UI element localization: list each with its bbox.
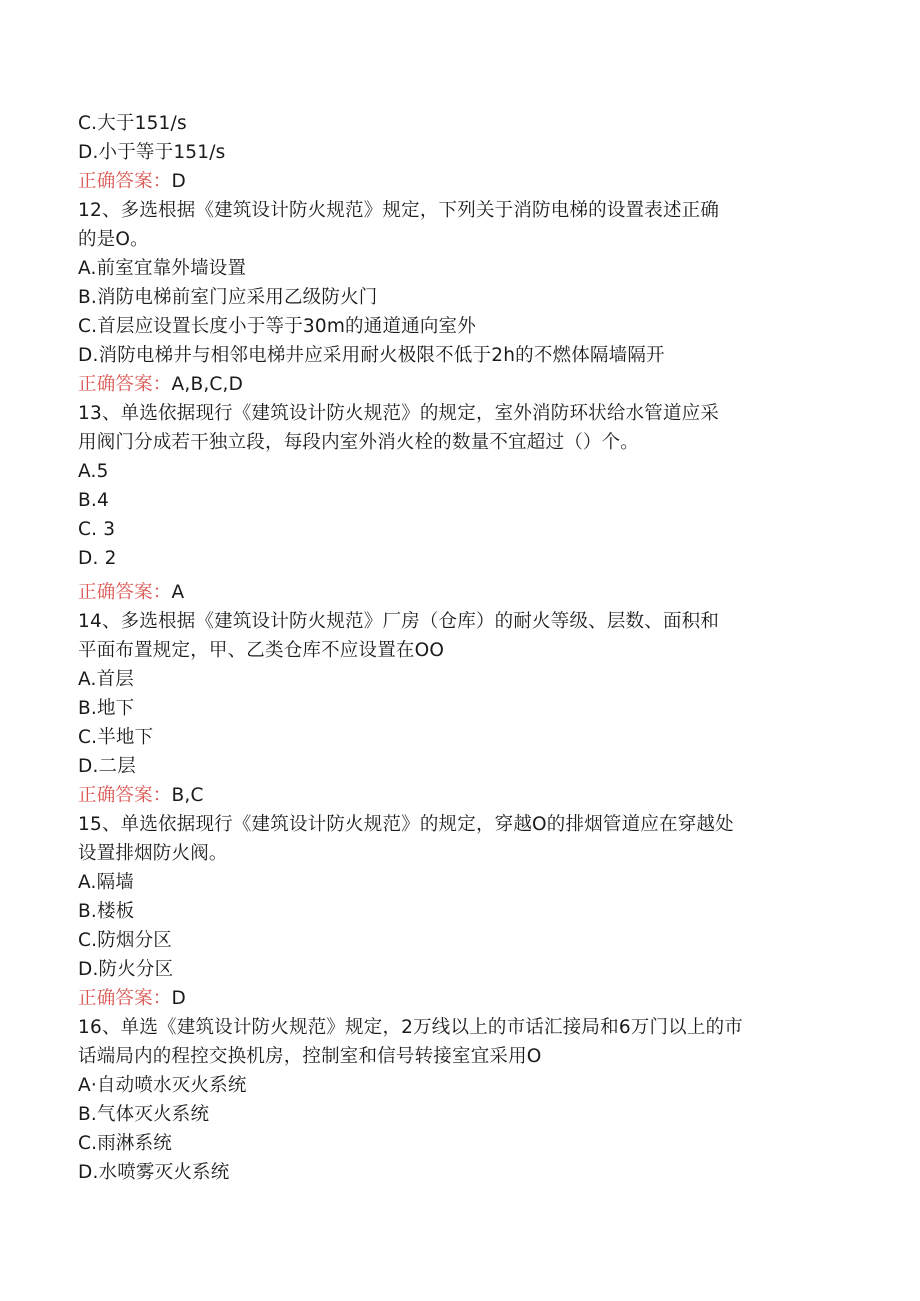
question-13-line-1: 13、单选依据现行《建筑设计防火规范》的规定，室外消防环状给水管道应采 bbox=[78, 403, 720, 424]
answer-value: D bbox=[171, 171, 186, 192]
option-c-q16: C.雨淋系统 bbox=[78, 1133, 172, 1154]
question-12-line-2: 的是O。 bbox=[78, 229, 149, 250]
option-a-q12: A.前室宜靠外墙设置 bbox=[78, 258, 247, 279]
question-14-line-2: 平面布置规定，甲、乙类仓库不应设置在OO bbox=[78, 640, 445, 661]
answer-q15 bbox=[78, 987, 186, 1011]
option-c-q11: C.大于151/s bbox=[78, 113, 187, 134]
question-12-line-1: 12、多选根据《建筑设计防火规范》规定，下列关于消防电梯的设置表述正确 bbox=[78, 200, 720, 221]
question-15-line-2: 设置排烟防火阀。 bbox=[78, 843, 228, 864]
answer-label: 正确答案： bbox=[78, 988, 172, 1009]
option-b-q16: B.气体灭火系统 bbox=[78, 1104, 210, 1125]
option-d-q11: D.小于等于151/s bbox=[78, 142, 226, 163]
option-b-q15: B.楼板 bbox=[78, 901, 135, 922]
answer-q11 bbox=[78, 170, 186, 194]
answer-label: 正确答案： bbox=[78, 374, 172, 395]
option-a-q13: A.5 bbox=[78, 461, 109, 482]
option-c-q13: C. 3 bbox=[78, 519, 116, 540]
option-c-q14: C.半地下 bbox=[78, 727, 154, 748]
option-a-q16: A·自动喷水灭火系统 bbox=[78, 1075, 247, 1096]
answer-label: 正确答案： bbox=[78, 171, 172, 192]
answer-label: 正确答案： bbox=[78, 785, 172, 806]
option-c-q15: C.防烟分区 bbox=[78, 930, 172, 951]
answer-value: B,C bbox=[171, 785, 204, 806]
question-13-line-2: 用阀门分成若干独立段，每段内室外消火栓的数量不宜超过（）个。 bbox=[78, 432, 640, 453]
option-a-q14: A.首层 bbox=[78, 669, 135, 690]
answer-q12 bbox=[78, 373, 243, 397]
option-b-q14: B.地下 bbox=[78, 698, 135, 719]
answer-value: A,B,C,D bbox=[171, 374, 244, 395]
question-16-line-2: 话端局内的程控交换机房，控制室和信号转接室宜采用O bbox=[78, 1046, 542, 1067]
option-b-q12: B.消防电梯前室门应采用乙级防火门 bbox=[78, 287, 378, 308]
option-c-q12: C.首层应设置长度小于等于30m的通道通向室外 bbox=[78, 316, 476, 337]
option-a-q15: A.隔墙 bbox=[78, 872, 135, 893]
question-15-line-1: 15、单选依据现行《建筑设计防火规范》的规定，穿越O的排烟管道应在穿越处 bbox=[78, 814, 734, 835]
option-d-q12: D.消防电梯井与相邻电梯井应采用耐火极限不低于2h的不燃体隔墙隔开 bbox=[78, 345, 665, 366]
option-d-q15: D.防火分区 bbox=[78, 959, 174, 980]
option-d-q16: D.水喷雾灭火系统 bbox=[78, 1162, 230, 1183]
question-14-line-1: 14、多选根据《建筑设计防火规范》厂房（仓库）的耐火等级、层数、面积和 bbox=[78, 611, 720, 632]
answer-q13 bbox=[78, 581, 184, 605]
option-d-q13: D. 2 bbox=[78, 548, 117, 569]
answer-q14 bbox=[78, 784, 204, 808]
option-b-q13: B.4 bbox=[78, 490, 109, 511]
option-d-q14: D.二层 bbox=[78, 756, 136, 777]
answer-value: A bbox=[171, 582, 185, 603]
answer-value: D bbox=[171, 988, 186, 1009]
question-16-line-1: 16、单选《建筑设计防火规范》规定，2万线以上的市话汇接局和6万门以上的市 bbox=[78, 1017, 743, 1038]
answer-label: 正确答案： bbox=[78, 582, 172, 603]
